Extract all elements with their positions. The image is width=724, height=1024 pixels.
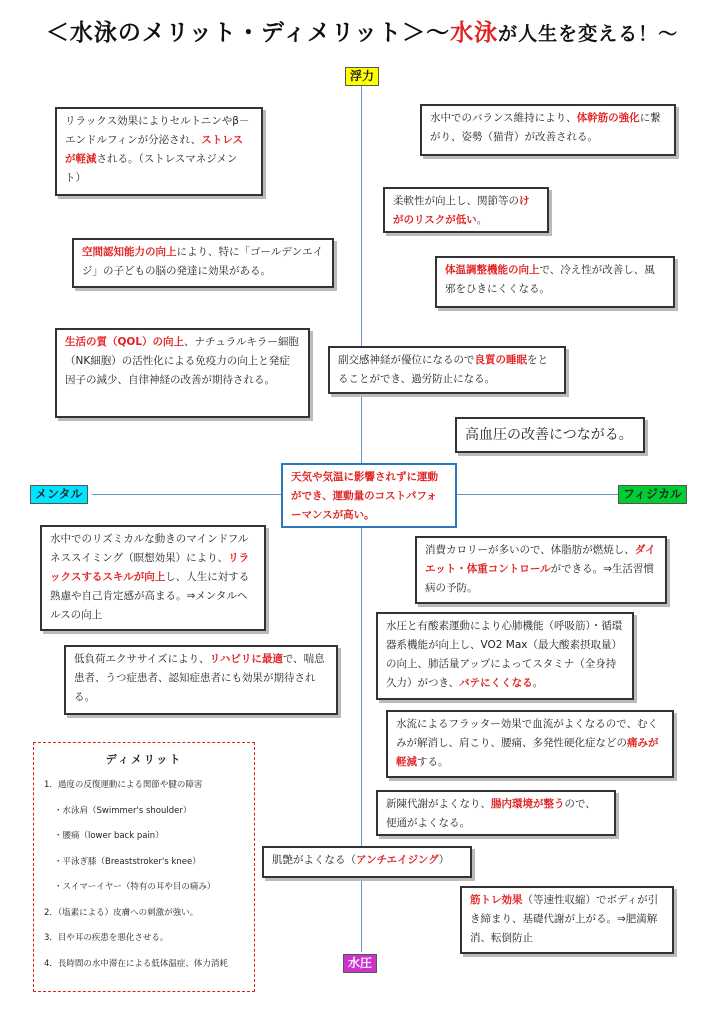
- box-muscle-toning: 筋トレ効果（等速性収縮）でボディが引き締まり、基礎代謝が上がる。⇒肥満解消、転倒防止: [460, 886, 674, 954]
- demerit-item: ・水泳肩（Swimmer's shoulder）: [54, 805, 192, 816]
- page-title: ＜水泳のメリット・ディメリット＞～水泳が人生を変える！～: [45, 20, 679, 46]
- box-spatial-awareness: 空間認知能力の向上により、特に「ゴールデンエイジ」の子どもの脳の発達に効果がある。: [72, 238, 334, 288]
- demerit-item: ・腰痛（lower back pain）: [54, 831, 164, 841]
- box-anti-aging: 肌艶がよくなる（アンチエイジング）: [262, 846, 472, 878]
- demerit-item: ・平泳ぎ膝（Breaststroker's knee）: [54, 856, 201, 867]
- demerit-item: 4．長時間の水中滞在による低体温症、体力消耗: [44, 958, 228, 969]
- box-rehabilitation: 低負荷エクササイズにより、リハビリに最適で、喘息患者、うつ症患者、認知症患者にも効果が期待される。: [64, 645, 338, 715]
- axis-label-physical: フィジカル: [618, 485, 687, 504]
- box-cardiopulmonary: 水圧と有酸素運動により心肺機能（呼吸筋）・循環器系機能が向上し、VO2 Max（最大酸素摂取量）の向上、肺活量アップによってスタミナ（全身持久力）がつき、バテにくくなる。: [376, 612, 634, 700]
- center-box-cost-performance: 天気や気温に影響されずに運動ができ、運動量のコストパフォーマンスが高い。: [281, 463, 457, 528]
- box-blood-pressure: 高血圧の改善につながる。: [455, 417, 645, 453]
- box-metabolism: 新陳代謝がよくなり、腸内環境が整うので、便通がよくなる。: [376, 790, 616, 836]
- demerit-item: 3．目や耳の疾患を悪化させる。: [44, 933, 169, 943]
- box-quality-sleep: 副交感神経が優位になるので良質の睡眠をとることができ、過労防止になる。: [328, 346, 566, 394]
- box-calorie-burn: 消費カロリーが多いので、体脂肪が燃焼し、ダイエット・体重コントロールができる。⇒生活習慣病の予防。: [415, 536, 667, 604]
- box-core-strength: 水中でのバランス維持により、体幹筋の強化に繋がり、姿勢（猫背）が改善される。: [420, 104, 676, 156]
- box-flutter-effect: 水流によるフラッター効果で血流がよくなるので、むくみが解消し、肩こり、腰痛、多発性硬化症などの痛みが軽減する。: [386, 710, 674, 778]
- demerits-box: [33, 742, 255, 992]
- box-mindfulness: 水中でのリズミカルな動きのマインドフルネススイミング（瞑想効果）により、リラックスするスキルが向上し、人生に対する熟慮や自己肯定感が高まる。⇒メンタルヘルスの向上: [40, 525, 266, 631]
- demerit-item: ・スイマーイヤー（特有の耳や目の痛み）: [54, 882, 216, 892]
- box-quality-of-life: 生活の質（QOL）の向上、ナチュラルキラー細胞（NK細胞）の活性化による免疫力の向上と発症因子の減少、自律神経の改善が期待される。: [55, 328, 310, 418]
- box-stress-relief: リラックス効果によりセルトニンやβ－エンドルフィンが分泌され、ストレスが軽減される。（ストレスマネジメント）: [55, 107, 263, 196]
- axis-label-mental: メンタル: [30, 485, 88, 504]
- box-body-temperature: 体温調整機能の向上で、冷え性が改善し、風邪をひきにくくなる。: [435, 256, 675, 308]
- axis-label-water-pressure: 水圧: [343, 954, 377, 973]
- demerit-item: 2．（塩素による）皮膚への刺激が強い。: [44, 907, 199, 918]
- demerits-title: ディメリット: [105, 753, 183, 766]
- box-flexibility: 柔軟性が向上し、関節等のけがのリスクが低い。: [383, 187, 549, 233]
- axis-label-buoyancy: 浮力: [345, 67, 379, 86]
- demerit-item: 1．過度の反復運動による関節や腱の障害: [44, 780, 203, 790]
